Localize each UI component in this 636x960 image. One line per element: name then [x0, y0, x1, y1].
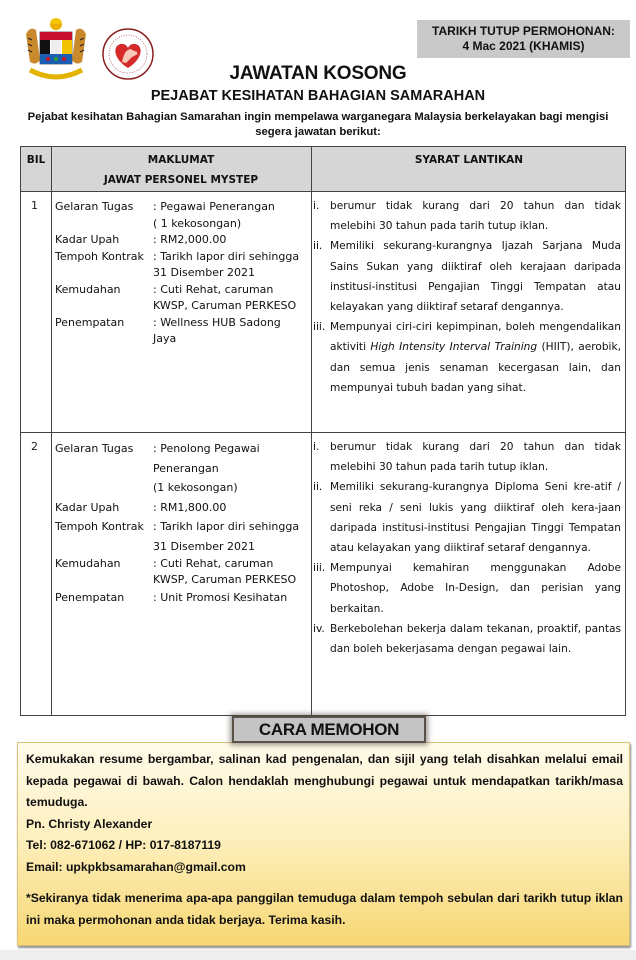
requirement-text-part: (HIIT), aerobik, dan semua jenis senaman kecergasan lain, dan mempunyai tubuh badan yang sihat. — [330, 341, 622, 394]
requirement-text: Berkebolehan bekerja dalam tekanan, proaktif, pantas dan boleh bekerjasama dengan pegawai lain. — [330, 622, 621, 656]
how-to-apply-panel — [17, 742, 630, 946]
info-value: : Unit Promosi Kesihatan — [153, 591, 288, 604]
info-row — [55, 282, 320, 315]
info-row — [55, 439, 320, 498]
info-value: : Cuti Rehat, caruman KWSP, Caruman PERKESO — [153, 557, 297, 586]
how-to-apply-heading: CARA MEMOHON — [232, 716, 426, 743]
info-value: : Cuti Rehat, caruman KWSP, Caruman PERKESO — [153, 282, 297, 312]
column-divider — [51, 147, 52, 715]
requirement-text: Memiliki sekurang-kurangnya Ijazah Sarjana Muda Sains Sukan yang diiktiraf oleh kerajaan daripada institusi-institusi Pengajian Tinggi Tempatan atau kelayakan yang diiktiraf setaraf dengannya. — [330, 240, 621, 314]
info-key: Penempatan — [55, 315, 125, 329]
page-subtitle: PEJABAT KESIHATAN BAHAGIAN SAMARAHAN — [150, 88, 486, 104]
info-value: : Penolong Pegawai Penerangan (1 kekosongan) — [153, 442, 260, 494]
info-key: Kemudahan — [55, 557, 121, 570]
vacancy-table — [20, 146, 626, 716]
requirement-text — [330, 317, 621, 398]
requirement-number: i. — [313, 200, 320, 212]
info-value: : Wellness HUB Sadong Jaya — [153, 315, 281, 345]
footer-bar — [0, 950, 636, 960]
requirement-text-italic: High Intensity Interval Training — [370, 341, 538, 354]
info-row — [55, 249, 320, 282]
info-row — [55, 315, 320, 348]
info-key: Kadar Upah — [55, 233, 120, 246]
info-row — [55, 588, 320, 608]
info-value: : Tarikh lapor diri sehingga 31 Disember 2021 — [153, 520, 300, 553]
requirement-number: ii. — [313, 481, 323, 494]
requirement-number: iv. — [313, 622, 325, 635]
info-value: : RM2,000.00 — [153, 233, 227, 246]
requirement-item — [313, 437, 621, 477]
header-requirements: SYARAT LANTIKAN — [414, 154, 524, 166]
row-1-number: 1 — [31, 199, 38, 212]
requirement-item — [313, 477, 621, 558]
requirement-text: Memiliki sekurang-kurangnya Diploma Seni kre-atif / seni reka / seni lukis yang diiktiraf oleh kera-jaan daripada institusi-institusi Pengajian Tinggi Tempatan atau kelayakan yang diiktiraf setaraf dengannya. — [330, 481, 621, 555]
info-key: Gelaran Tugas — [55, 442, 134, 455]
requirement-item — [313, 619, 621, 659]
info-key: Penempatan — [55, 591, 125, 604]
info-key: Gelaran Tugas — [55, 200, 134, 213]
requirement-item — [313, 196, 621, 236]
header-info — [51, 147, 311, 190]
requirement-text: berumur tidak kurang dari 20 tahun dan tidak melebihi 30 tahun pada tarih tutup iklan. — [330, 200, 621, 233]
disclaimer-note: *Sekiranya tidak menerima apa-apa panggilan temuduga dalam tempoh sebulan dari tarikh tutup iklan ini maka permohonan anda tidak berjaya. Terima kasih. — [26, 891, 623, 927]
row-2-requirements — [313, 437, 621, 659]
requirement-number: iii. — [313, 321, 326, 334]
closing-date-box — [417, 20, 630, 58]
requirement-text: Mempunyai kemahiran menggunakan Adobe Photoshop, Adobe In-Design, dan perisian yang berkaitan. — [330, 562, 621, 615]
application-instructions: Kemukakan resume bergambar, salinan kad pengenalan, dan sijil yang telah disahkan melalui email kepada pegawai di bawah. Calon hendaklah menghubungi pegawai untuk mendapatkan tarikh/masa temuduga. — [26, 752, 623, 809]
contact-phone: Tel: 082-671062 / HP: 017-8187119 — [26, 838, 221, 852]
requirement-number: iii. — [313, 562, 326, 575]
page-title: JAWATAN KOSONG — [229, 63, 407, 84]
row-divider — [21, 432, 625, 433]
info-value: : Tarikh lapor diri sehingga 31 Disember 2021 — [153, 249, 300, 279]
row-1-info — [55, 199, 320, 348]
requirement-number: ii. — [313, 240, 323, 253]
closing-date-value: 4 Mac 2021 (KHAMIS) — [462, 39, 585, 53]
info-row — [55, 232, 320, 249]
requirement-item — [313, 317, 621, 398]
intro-text: Pejabat kesihatan Bahagian Samarahan ingin mempelawa warganegara Malaysia berkelayakan bagi mengisi segera jawatan berikut: — [27, 111, 609, 138]
info-value: : RM1,800.00 — [153, 500, 227, 514]
requirement-item — [313, 558, 621, 619]
contact-name: Pn. Christy Alexander — [26, 816, 153, 831]
requirement-item — [313, 236, 621, 317]
requirement-text-part: Mempunyai ciri-ciri kepimpinan, boleh mengendalikan aktiviti — [330, 321, 621, 354]
row-1-requirements — [313, 196, 621, 398]
header-info-line2: JAWAT PERSONEL MYSTEP — [103, 174, 259, 186]
info-row — [55, 556, 320, 588]
header-info-line1: MAKLUMAT — [147, 154, 215, 166]
info-key: Kemudahan — [55, 282, 121, 296]
contact-email[interactable]: Email: upkpkbsamarahan@gmail.com — [26, 859, 246, 874]
info-key: Tempoh Kontrak — [55, 249, 144, 263]
row-2-number: 2 — [31, 440, 38, 453]
info-key: Tempoh Kontrak — [55, 520, 144, 533]
info-row — [55, 498, 320, 518]
row-divider — [21, 191, 625, 192]
info-key: Kadar Upah — [55, 500, 120, 514]
info-row — [55, 517, 320, 556]
closing-date-label: TARIKH TUTUP PERMOHONAN: — [432, 24, 615, 38]
header-bil: BIL — [26, 154, 46, 166]
info-value: : Pegawai Penerangan ( 1 kekosongan) — [153, 200, 275, 230]
row-2-info — [55, 439, 320, 608]
requirement-number: i. — [313, 441, 320, 453]
spacer — [26, 878, 623, 888]
info-row — [55, 199, 320, 232]
requirement-text: berumur tidak kurang dari 20 tahun dan tidak melebihi 30 tahun pada tarih tutup iklan. — [330, 441, 621, 474]
